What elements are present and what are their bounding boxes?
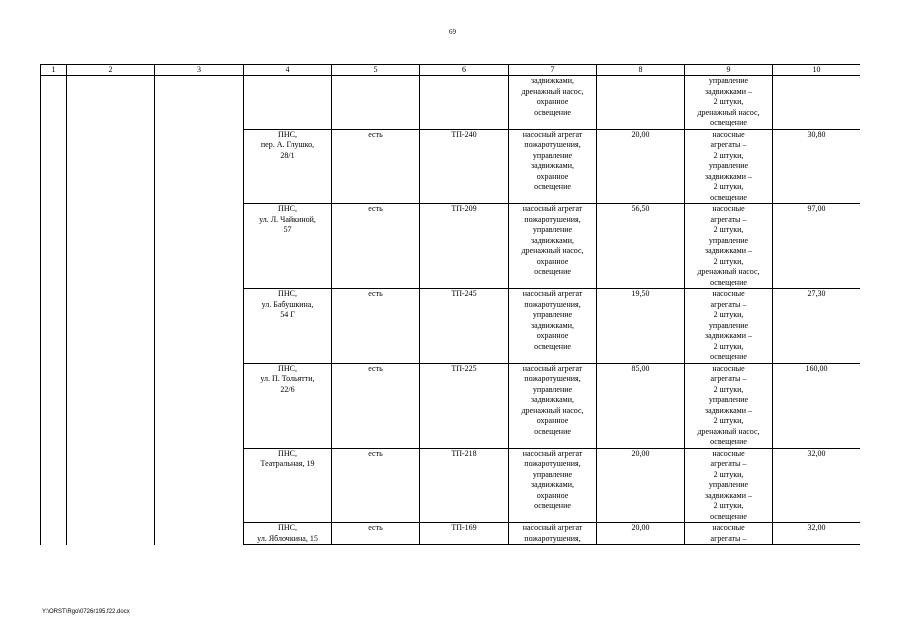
cell-c9 [685, 523, 773, 545]
cell-line: пожаротушения, [524, 459, 581, 468]
cell-line: агрегаты – [710, 299, 747, 309]
cell-line: задвижками – [704, 86, 753, 96]
cell-c6: ТП-218 [420, 448, 509, 523]
cell-line: управление [708, 480, 749, 489]
cell-c8: 20,00 [597, 448, 685, 523]
cell-c10: 160,00 [773, 363, 861, 448]
cell-line: охранное [536, 331, 569, 340]
cell-c8: 85,00 [597, 363, 685, 448]
cell-line: 2 штуки, [713, 384, 744, 394]
cell-line: пожаротушения, [524, 299, 581, 309]
cell-line: задвижками – [704, 490, 753, 500]
cell-line: охранное [536, 256, 569, 266]
cell-line: насосный агрегат [522, 448, 583, 458]
cell-c6: ТП-209 [420, 204, 509, 289]
cell-line: 28/1 [280, 150, 295, 160]
cell-c5: есть [332, 363, 420, 448]
table-body [41, 76, 861, 545]
header-cell-3: 3 [155, 65, 244, 76]
cell-line: освещение [710, 192, 747, 202]
cell-line: задвижками – [704, 246, 753, 255]
cell-c4 [244, 523, 332, 545]
cell-line: охранное [536, 97, 569, 106]
cell-c10: 32,00 [773, 448, 861, 523]
cell-line: 2 штуки, [713, 97, 744, 106]
cell-line: освещение [534, 267, 571, 276]
cell-line: освещение [710, 352, 747, 361]
cell-line: управление [708, 76, 749, 85]
cell-c6: ТП-240 [420, 129, 509, 204]
cell-line: задвижками, [530, 395, 575, 404]
cell-c8: 19,50 [597, 289, 685, 364]
cell-line: задвижками – [704, 405, 753, 415]
cell-c8 [597, 76, 685, 130]
cell-line: насосные [712, 523, 745, 532]
cell-c8: 20,00 [597, 129, 685, 204]
cell-c10: 97,00 [773, 204, 861, 289]
cell-line: задвижками – [704, 331, 753, 340]
cell-line: задвижками – [704, 171, 753, 181]
cell-line: освещение [710, 118, 747, 127]
cell-line: дренажный насос, [697, 107, 760, 117]
header-cell-7: 7 [509, 65, 597, 76]
cell-line: 57 [283, 225, 292, 234]
cell-line: насосный агрегат [522, 129, 583, 139]
cell-line: задвижками, [530, 235, 575, 245]
cell-c5: есть [332, 523, 420, 545]
cell-line: 2 штуки, [713, 182, 744, 191]
page-number: 69 [449, 28, 456, 36]
cell-line: ПНС, [278, 129, 297, 139]
cell-c9 [685, 129, 773, 204]
cell-line: дренажный насос, [697, 426, 760, 436]
header-cell-5: 5 [332, 65, 420, 76]
cell-line: ПНС, [278, 448, 297, 458]
cell-c7 [509, 76, 597, 130]
cell-c7 [509, 523, 597, 545]
header-cell-10: 10 [773, 65, 861, 76]
cell-line: насосные [712, 129, 745, 139]
cell-line: насосный агрегат [522, 204, 583, 213]
cell-line: управление [532, 225, 573, 234]
cell-line: дренажный насос, [521, 86, 584, 96]
cell-c10 [773, 76, 861, 130]
cell-line: управление [708, 320, 749, 330]
cell-c7 [509, 204, 597, 289]
cell-line: дренажный насос, [521, 246, 584, 255]
cell-c8: 56,50 [597, 204, 685, 289]
cell-c9 [685, 448, 773, 523]
cell-line: 2 штуки, [713, 150, 744, 160]
cell-line: ул. Яблочкина, 15 [257, 533, 318, 543]
cell-c10: 27,30 [773, 289, 861, 364]
cell-line: задвижками, [530, 480, 575, 489]
empty-cell-c2 [67, 76, 155, 545]
footer-file-path: Y:\ORST\Rgo\0726r195.f22.docx [42, 609, 130, 615]
cell-line: задвижками, [530, 76, 575, 85]
cell-c9 [685, 289, 773, 364]
cell-line: дренажный насос, [697, 267, 760, 276]
cell-c6: ТП-225 [420, 363, 509, 448]
cell-line: агрегаты – [710, 533, 747, 543]
cell-line: насосные [712, 448, 745, 458]
cell-line: освещение [710, 511, 747, 521]
cell-c5: есть [332, 204, 420, 289]
cell-line: агрегаты – [710, 140, 747, 149]
cell-c7 [509, 363, 597, 448]
header-cell-6: 6 [420, 65, 509, 76]
cell-c9 [685, 204, 773, 289]
cell-line: 2 штуки, [713, 256, 744, 266]
cell-line: насосный агрегат [522, 363, 583, 373]
cell-line: ул. Л. Чайкиной, [259, 214, 316, 224]
header-cell-9: 9 [685, 65, 773, 76]
cell-line: насосные [712, 363, 745, 373]
table-row [41, 76, 861, 130]
cell-c10: 32,00 [773, 523, 861, 545]
cell-line: управление [708, 235, 749, 245]
cell-line: ПНС, [278, 523, 297, 532]
cell-c6: ТП-169 [420, 523, 509, 545]
cell-c4 [244, 129, 332, 204]
cell-line: 2 штуки, [713, 225, 744, 234]
cell-line: пожаротушения, [524, 533, 581, 543]
cell-line: охранное [536, 416, 569, 425]
header-cell-4: 4 [244, 65, 332, 76]
cell-line: Театральная, 19 [260, 459, 315, 468]
cell-line: ПНС, [278, 363, 297, 373]
header-cell-1: 1 [41, 65, 67, 76]
cell-line: освещение [534, 426, 571, 436]
cell-c9 [685, 363, 773, 448]
cell-c4 [244, 448, 332, 523]
cell-line: охранное [536, 171, 569, 181]
cell-c5: есть [332, 448, 420, 523]
cell-line: освещение [710, 437, 747, 446]
cell-line: освещение [534, 501, 571, 510]
cell-line: управление [532, 150, 573, 160]
empty-cell-c1 [41, 76, 67, 545]
header-row [41, 65, 861, 76]
cell-c7 [509, 289, 597, 364]
cell-line: управление [708, 395, 749, 404]
table-container [40, 64, 860, 608]
cell-line: пожаротушения, [524, 214, 581, 224]
cell-line: освещение [534, 182, 571, 191]
cell-line: агрегаты – [710, 374, 747, 383]
header-cell-2: 2 [67, 65, 155, 76]
cell-c7 [509, 129, 597, 204]
cell-line: освещение [710, 277, 747, 287]
equipment-table [40, 64, 860, 545]
cell-line: управление [532, 384, 573, 394]
cell-line: 2 штуки, [713, 416, 744, 425]
cell-c4 [244, 204, 332, 289]
cell-line: пер. А. Глушко, [260, 140, 315, 149]
cell-c4 [244, 76, 332, 130]
cell-line: управление [532, 310, 573, 319]
cell-line: 2 штуки, [713, 469, 744, 479]
cell-c5: есть [332, 289, 420, 364]
cell-line: 2 штуки, [713, 341, 744, 351]
cell-c7 [509, 448, 597, 523]
cell-line: освещение [534, 341, 571, 351]
cell-c10: 30,80 [773, 129, 861, 204]
cell-c8: 20,00 [597, 523, 685, 545]
cell-c4 [244, 363, 332, 448]
cell-line: 22/6 [280, 384, 295, 394]
cell-c4 [244, 289, 332, 364]
cell-line: 54 Г [280, 310, 295, 319]
cell-line: пожаротушения, [524, 374, 581, 383]
cell-c5: есть [332, 129, 420, 204]
cell-c6 [420, 76, 509, 130]
cell-c5 [332, 76, 420, 130]
header-cell-8: 8 [597, 65, 685, 76]
empty-cell-c3 [155, 76, 244, 545]
cell-line: управление [708, 161, 749, 170]
cell-c9 [685, 76, 773, 130]
cell-line: управление [532, 469, 573, 479]
cell-line: ПНС, [278, 204, 297, 213]
cell-line: ул. П. Тольятти, [260, 374, 315, 383]
cell-line: ул. Бабушкина, [261, 299, 314, 309]
cell-line: агрегаты – [710, 459, 747, 468]
cell-line: 2 штуки, [713, 310, 744, 319]
cell-line: задвижками, [530, 320, 575, 330]
cell-line: насосный агрегат [522, 523, 583, 532]
cell-line: охранное [536, 490, 569, 500]
cell-line: насосные [712, 289, 745, 298]
cell-line: агрегаты – [710, 214, 747, 224]
cell-line: 2 штуки, [713, 501, 744, 510]
cell-c6: ТП-245 [420, 289, 509, 364]
cell-line: насосные [712, 204, 745, 213]
cell-line: освещение [534, 107, 571, 117]
cell-line: задвижками, [530, 161, 575, 170]
cell-line: ПНС, [278, 289, 297, 298]
cell-line: пожаротушения, [524, 140, 581, 149]
cell-line: дренажный насос, [521, 405, 584, 415]
cell-line: насосный агрегат [522, 289, 583, 298]
